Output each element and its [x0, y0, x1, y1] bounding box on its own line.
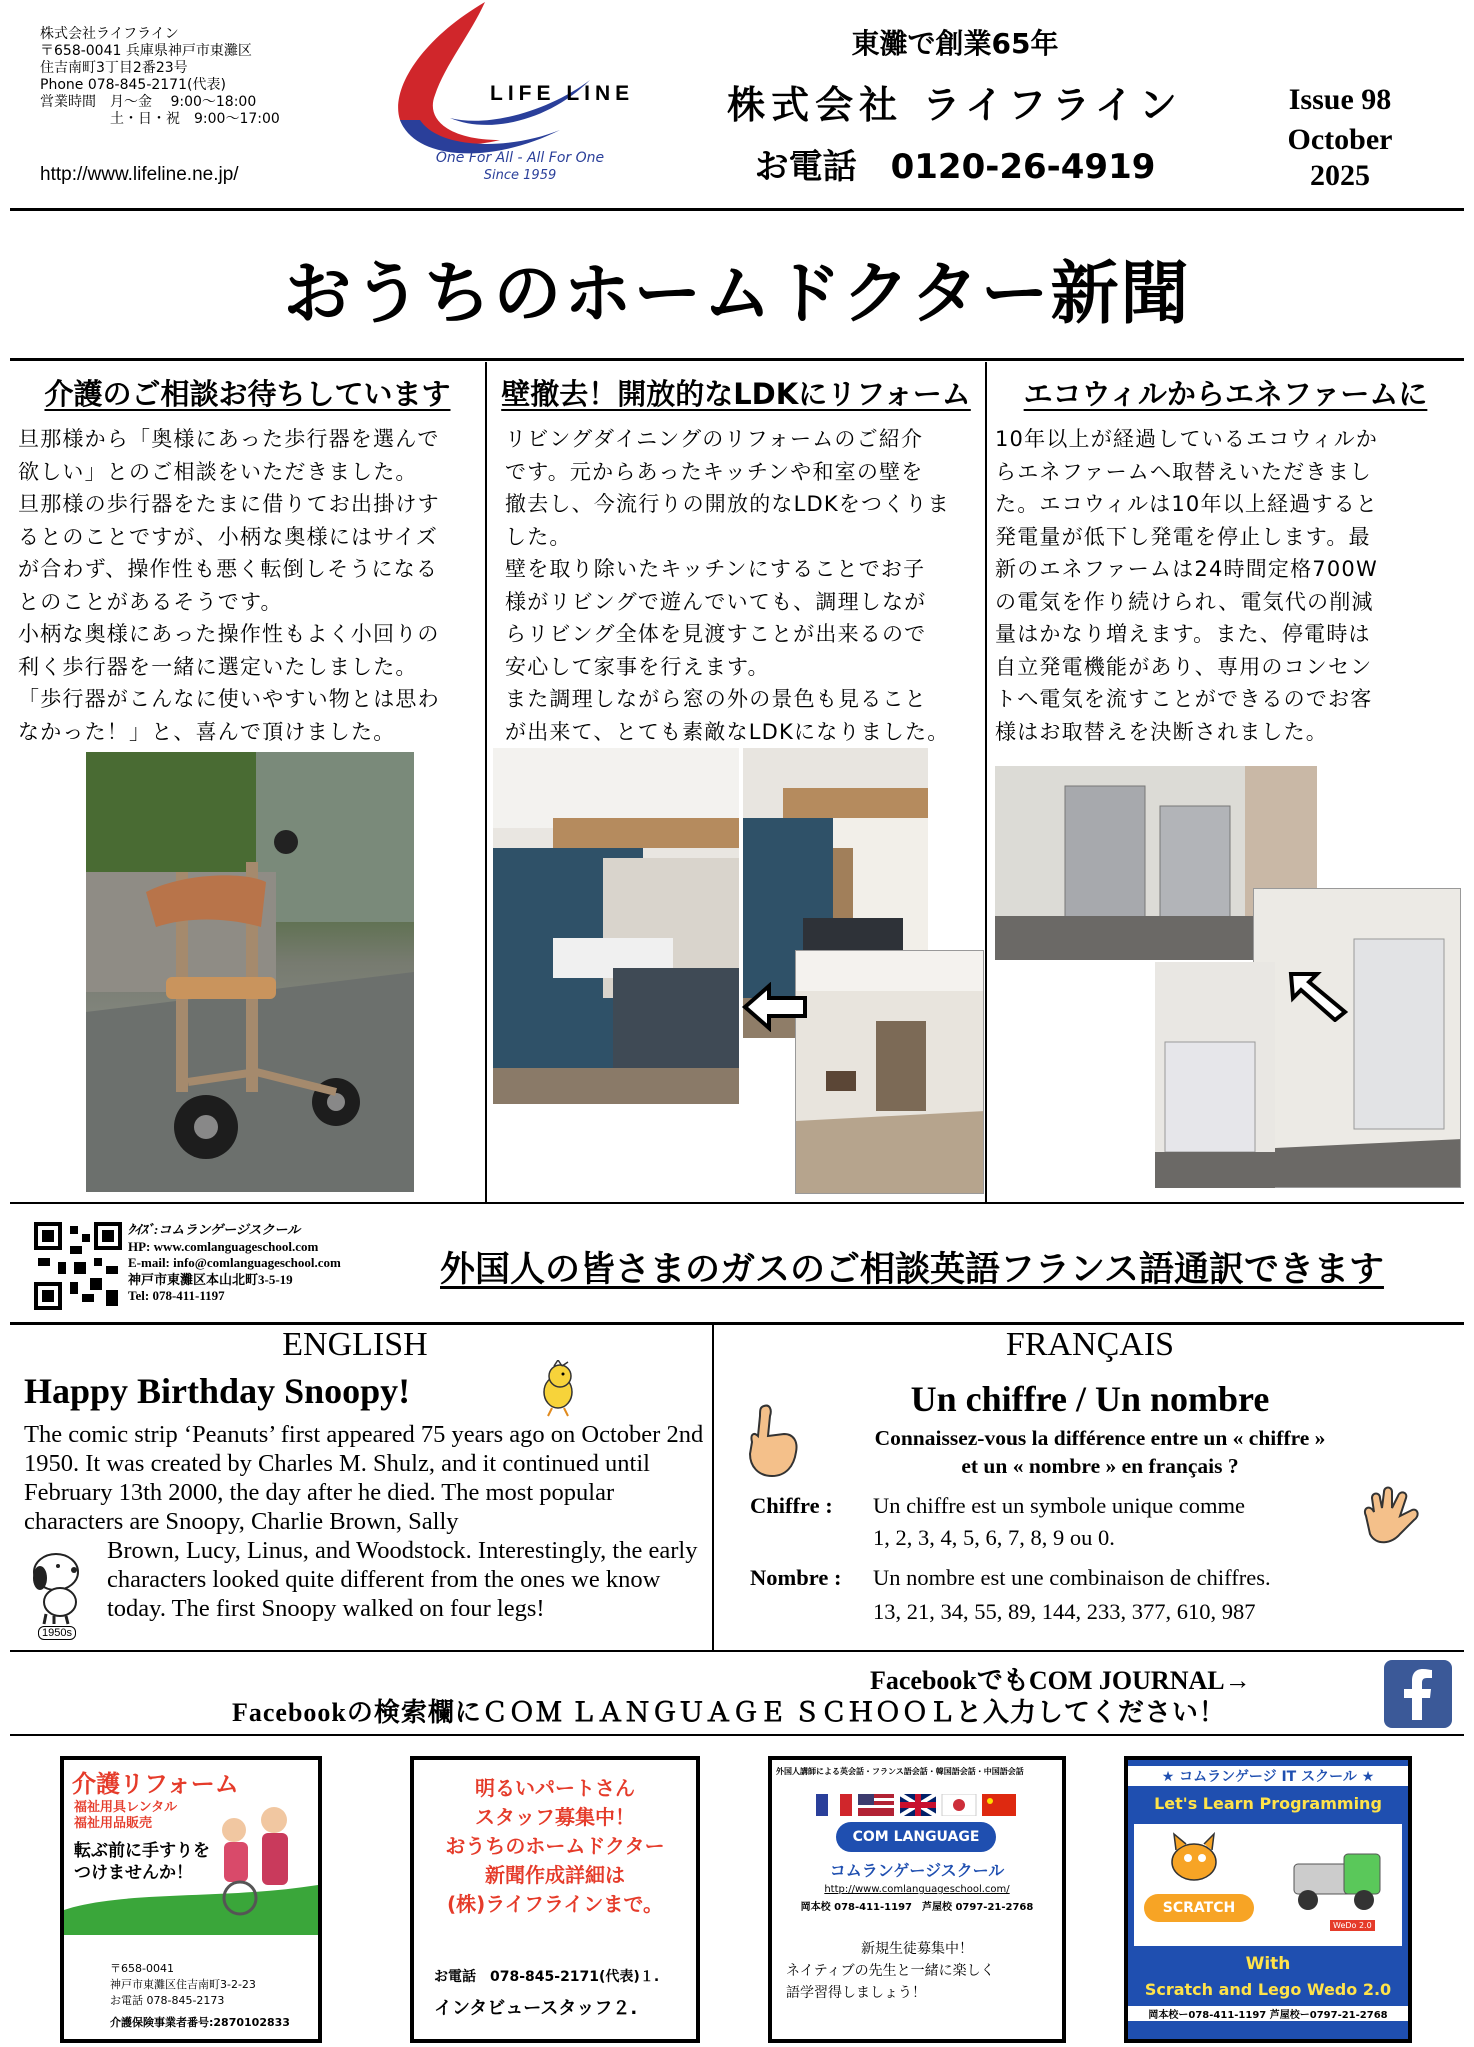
ad-it-school[interactable]: [1124, 1756, 1412, 2043]
ad2-line: 明るいパートさん: [475, 1776, 635, 1800]
ad2-phone: お電話 078-845-2171(代表)１.: [434, 1969, 660, 1985]
snoopy-label: 1950s: [38, 1626, 76, 1640]
wedo-label: WeDo 2.0: [1330, 1920, 1375, 1931]
article-line: 利く歩行器を一緒に選定いたしました。: [18, 654, 418, 679]
article-line: 安心して家事を行えます。: [505, 654, 770, 679]
facebook-line-1: FacebookでもCOM JOURNAL→: [870, 1666, 1251, 1695]
article-line: 量はかなり増えます。また、停電時は: [995, 622, 1371, 646]
ad1-address: お電話 078-845-2173: [110, 1994, 225, 2007]
company-line: Phone 078-845-2171(代表): [40, 77, 226, 93]
english-body-1: The comic strip ‘Peanuts’ first appeared 75 years ago on October 2nd 1950. It was created by Charles M. Shulz, and it continued until February 13th 2000, the day after he died. The most popular characters are Snoopy, Charlie Brown, Sally: [24, 1421, 704, 1535]
ad1-address: 〒658-0041: [110, 1962, 174, 1975]
com-language-logo: COM LANGUAGE: [836, 1822, 996, 1852]
chiffre-text: Un chiffre est un symbole unique comme: [873, 1493, 1245, 1518]
nombre-examples: 13, 21, 34, 55, 89, 144, 233, 377, 610, 987: [873, 1599, 1256, 1624]
company-line: 住吉南町3丁目2番23号: [40, 60, 188, 76]
article-line: 自立発電機能があり、専用のコンセン: [995, 654, 1373, 679]
article-line: 欲しい」とのご相談をいただきました。: [18, 459, 418, 484]
english-heading: ENGLISH: [282, 1326, 428, 1363]
article-line: が出来て、とても素敵なLDKになりました。: [505, 719, 950, 744]
masthead-title: おうちのホームドクター新聞: [283, 255, 1191, 334]
company-line: 株式会社ライフライン: [40, 26, 179, 42]
ad1-text: つけませんか！: [74, 1863, 193, 1883]
company-line: 営業時間 月～金 9:00～18:00: [40, 94, 257, 110]
ad2-line: 新聞作成詳細は: [485, 1863, 625, 1887]
lego-robot-icon: [1284, 1834, 1394, 1914]
website-link[interactable]: http://www.lifeline.ne.jp/: [40, 164, 239, 185]
header-rule: [10, 208, 1464, 211]
phone-number: お電話 0120-26-4919: [754, 147, 1156, 187]
ad-staff-recruit[interactable]: [410, 1756, 700, 2043]
ad4-banner: Let's Learn Programming: [1154, 1794, 1382, 1813]
nombre-label: Nombre :: [750, 1565, 842, 1590]
ad4-with: With: [1245, 1954, 1291, 1974]
ad1-title: 介護リフォーム: [72, 1770, 239, 1798]
language-rule: [10, 1650, 1464, 1652]
article-line: 旦那様から「奥様にあった歩行器を選んで: [18, 427, 440, 451]
scratch-logo: SCRATCH: [1144, 1894, 1254, 1922]
chiffre-examples: 1, 2, 3, 4, 5, 6, 7, 8, 9 ou 0.: [873, 1525, 1115, 1550]
facebook-line-2: Facebookの検索欄にＣＯＭ ＬＡＮＧＵＡＧＥ ＳＣＨＯＯＬと入力してください！: [232, 1698, 1226, 1727]
ad1-text: 転ぶ前に手すりを: [74, 1841, 210, 1861]
ldk-photo-living: [795, 950, 984, 1194]
article-line: とのことがあるそうです。: [18, 589, 283, 614]
school-line: 神戸市東灘区本山北町3-5-19: [128, 1271, 293, 1287]
language-divider: [712, 1322, 714, 1650]
elderly-couple-illustration: [64, 1790, 318, 1935]
article-line: らリビング全体を見渡すことが出来るので: [505, 622, 927, 646]
school-line: HP: www.comlanguageschool.com: [128, 1238, 319, 1254]
logo-text: LIFE LINE: [490, 82, 635, 105]
issue-number: Issue 98: [1288, 83, 1392, 116]
company-address-block: [40, 26, 340, 128]
school-info: [128, 1222, 341, 1305]
issue-year: 2025: [1310, 159, 1370, 192]
french-question-line: et un « nombre » en français ?: [961, 1454, 1239, 1478]
enefarm-photo: [1253, 888, 1461, 1188]
ad3-text: ネイティブの先生と一緒に楽しく: [786, 1963, 995, 1979]
issue-month: October: [1287, 123, 1393, 156]
article-line: 「歩行器がこんなに使いやすい物とは思わ: [18, 687, 440, 711]
article-enefarm: [987, 362, 1464, 1202]
walker-photo: [86, 752, 414, 1192]
article-line: 発電量が低下し発電を停止します。最: [995, 524, 1371, 549]
article-line: らエネファームへ取替えいただきまし: [995, 459, 1372, 484]
ad3-tel: 岡本校 078-411-1197 芦屋校 0797-21-2768: [800, 1902, 1034, 1913]
article-line: 様がリビングで遊んでいても、調理しなが: [505, 589, 927, 614]
article-body: [487, 413, 985, 748]
ad2-line: スタッフ募集中！: [475, 1805, 635, 1829]
logo-since: Since 1959: [483, 168, 557, 183]
open-hand-icon: [1356, 1486, 1422, 1550]
ad4-image-area: [1134, 1824, 1402, 1946]
school-line: E-mail: info@comlanguageschool.com: [128, 1255, 341, 1270]
enefarm-photo-2: [1155, 962, 1275, 1188]
article-line: なかった！」と、喜んで頂けました。: [18, 719, 396, 744]
article-line: です。元からあったキッチンや和室の壁を: [505, 459, 924, 484]
article-line: が合わず、操作性も悪く転倒しそうになる: [18, 557, 439, 581]
article-care: [10, 362, 487, 1202]
ad3-name: コムランゲージスクール: [829, 1861, 1005, 1880]
article-body: [987, 413, 1464, 748]
ad4-bottom: Scratch and Lego Wedo 2.0: [1144, 1980, 1392, 1999]
ad1-address: 神戸市東灘区住吉南町3-2-23: [110, 1978, 256, 1991]
snoopy-icon: [26, 1540, 88, 1636]
article-line: 様はお取替えを決断されました。: [995, 719, 1328, 744]
article-line: 壁を取り除いたキッチンにすることでお子: [505, 557, 926, 581]
ad1-license: 介護保険事業者番号:2870102833: [110, 2016, 290, 2029]
issue-info: [1240, 80, 1440, 192]
company-line: 土・日・祝 9:00～17:00: [40, 111, 280, 127]
lifeline-logo: [380, 0, 670, 190]
arrow-icon: [741, 982, 811, 1032]
article-line: また調理しながら窓の外の景色も見ること: [505, 687, 927, 711]
ad2-line: (株)ライフラインまで。: [446, 1892, 664, 1916]
nombre-text: Un nombre est une combinaison de chiffres.: [873, 1565, 1271, 1590]
school-line: Tel: 078-411-1197: [128, 1288, 225, 1303]
ad2-headline: [414, 1774, 696, 1919]
flags-icon: [816, 1794, 1016, 1816]
article-title: 壁撤去！開放的なLDKにリフォーム: [501, 377, 971, 411]
interpretation-banner: 外国人の皆さまのガスのご相談英語フランス語通訳できます: [440, 1250, 1384, 1290]
ad3-text: 新規生徒募集中！: [861, 1941, 973, 1957]
facebook-rule: [10, 1734, 1464, 1736]
ad3-top: 外国人講師による英会話・フランス語会話・韓国語会話・中国語会話: [776, 1767, 1024, 1776]
article-line: 10年以上が経過しているエコウィルか: [995, 427, 1379, 451]
ad4-title: ★ コムランゲージ IT スクール ★: [1128, 1766, 1408, 1786]
article-title: 介護のご相談お待ちしています: [44, 377, 451, 411]
article-line: 旦那様の歩行器をたまに借りてお出掛けす: [18, 492, 440, 516]
english-title: Happy Birthday Snoopy!: [24, 1371, 411, 1411]
woodstock-icon: [534, 1360, 584, 1418]
english-body-2: Brown, Lucy, Linus, and Woodstock. Interestingly, the early characters looked quite different from the ones we know today. The first Snoopy walked on four legs!: [107, 1537, 698, 1622]
article-line: の電気を作り続けられ、電気代の削減: [995, 589, 1374, 614]
banner-rule: [10, 1322, 1464, 1325]
chiffre-label: Chiffre :: [750, 1493, 833, 1518]
article-ldk: [487, 362, 987, 1202]
ad3-url[interactable]: http://www.comlanguageschool.com/: [824, 1884, 1010, 1895]
founded-text: 東灘で創業65年: [851, 27, 1059, 60]
qr-code-icon[interactable]: [34, 1222, 122, 1310]
logo-tagline: One For All - All For One: [435, 150, 605, 166]
article-line: した。: [505, 524, 572, 549]
article-line: 新のエネファームは24時間定格700W: [995, 557, 1378, 581]
ad-com-language[interactable]: [768, 1756, 1066, 2043]
masthead-rule: [10, 358, 1464, 361]
scratch-cat-icon: [1160, 1830, 1230, 1894]
article-line: リビングダイニングのリフォームのご紹介: [505, 427, 924, 451]
company-line: 〒658-0041 兵庫県神戸市東灘区: [40, 43, 252, 59]
article-line: 小柄な奥様にあった操作性もよく小回りの: [18, 622, 440, 646]
ad2-staff: インタビュースタッフ２.: [434, 1998, 638, 2019]
arrow-icon: [1287, 966, 1351, 1022]
article-line: るとのことですが、小柄な奥様にはサイズ: [18, 524, 439, 549]
french-question: [780, 1424, 1420, 1480]
ad-care-reform[interactable]: [60, 1756, 322, 2043]
company-name: 株式会社 ライフライン: [727, 83, 1183, 127]
ad1-sub: 福祉用具レンタル: [74, 1800, 178, 1815]
ad2-line: おうちのホームドクター: [445, 1834, 665, 1858]
company-header: [720, 22, 1190, 188]
french-title: Un chiffre / Un nombre: [910, 1379, 1270, 1419]
article-line: 撤去し、今流行りの開放的なLDKをつくりま: [505, 492, 950, 516]
facebook-icon[interactable]: [1384, 1660, 1452, 1728]
article-body: [10, 413, 485, 748]
article-title: エコウィルからエネファームに: [1023, 377, 1428, 411]
ldk-photo-kitchen: [493, 748, 739, 1104]
ad4-tel: 岡本校ー078-411-1197 芦屋校ー0797-21-2768: [1128, 2006, 1408, 2021]
articles-rule: [10, 1202, 1464, 1204]
school-line: ｸｲｽﾞ:コムランゲージスクール: [128, 1222, 301, 1237]
article-line: た。エコウィルは10年以上経過すると: [995, 492, 1379, 516]
ad3-text: 語学習得しましょう！: [786, 1985, 926, 2001]
french-question-line: Connaissez-vous la différence entre un « chiffre »: [874, 1426, 1326, 1450]
article-line: トへ電気を流すことができるのでお客: [995, 687, 1373, 711]
ad1-sub: 福祉用品販売: [74, 1816, 153, 1831]
french-heading: FRANÇAIS: [1005, 1326, 1175, 1363]
